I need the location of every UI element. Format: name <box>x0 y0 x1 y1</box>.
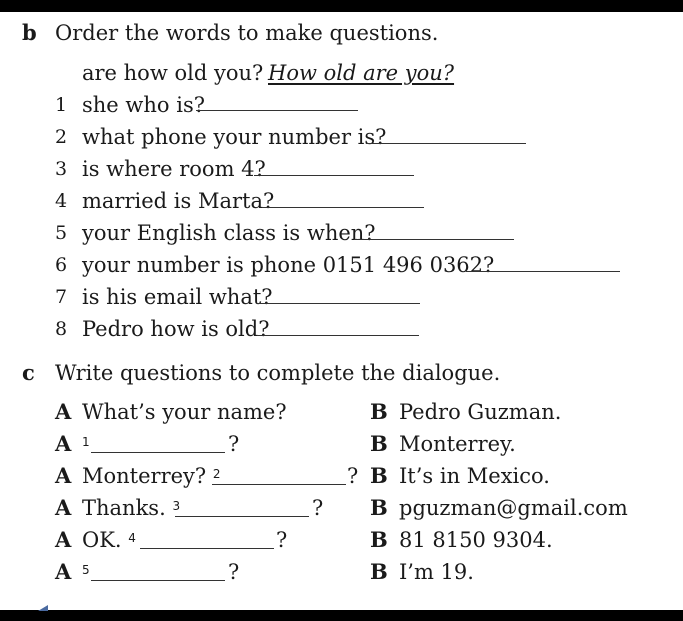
dialogue-a-words: Monterrey? <box>82 464 207 488</box>
speaker-a-label: A <box>55 431 72 456</box>
item-text: what phone your number is? <box>82 125 387 149</box>
section-c-letter: c <box>22 360 35 385</box>
dialogue-b-text: Pedro Guzman. <box>399 400 562 424</box>
section-b-letter: b <box>22 20 37 45</box>
speaker-b-label: B <box>370 527 388 552</box>
dialogue-a-text <box>82 464 221 488</box>
answer-blank[interactable] <box>175 516 309 517</box>
item-number: 6 <box>55 254 68 276</box>
item-number: 8 <box>55 318 68 340</box>
answer-blank[interactable] <box>254 175 414 176</box>
item-number: 4 <box>55 190 68 212</box>
example-answer: How old are you? <box>268 61 455 85</box>
speaker-a-label: A <box>55 559 72 584</box>
question-number: 1 <box>82 435 90 449</box>
section-c-heading: Write questions to complete the dialogue. <box>55 361 501 385</box>
answer-blank[interactable] <box>466 271 620 272</box>
speaker-b-label: B <box>370 399 388 424</box>
speaker-a-label: A <box>55 527 72 552</box>
item-text: your number is phone 0151 496 0362? <box>82 253 495 277</box>
dialogue-b-text: It’s in Mexico. <box>399 464 550 488</box>
dialogue-b-text: pguzman@gmail.com <box>399 496 628 520</box>
question-number: 5 <box>82 563 90 577</box>
question-mark: ? <box>276 528 288 552</box>
dialogue-b-text: I’m 19. <box>399 560 474 584</box>
item-text: is his email what? <box>82 285 273 309</box>
answer-blank[interactable] <box>140 548 274 549</box>
answer-blank[interactable] <box>212 484 346 485</box>
item-number: 3 <box>55 158 68 180</box>
question-number: 4 <box>128 531 136 545</box>
dialogue-a-words: Thanks. <box>82 496 166 520</box>
speaker-a-label: A <box>55 399 72 424</box>
answer-blank[interactable] <box>354 239 514 240</box>
answer-blank[interactable] <box>257 335 419 336</box>
dialogue-b-text: Monterrey. <box>399 432 516 456</box>
answer-blank[interactable] <box>91 580 225 581</box>
answer-blank[interactable] <box>91 452 225 453</box>
dialogue-a-text: What’s your name? <box>82 400 287 424</box>
speaker-b-label: B <box>370 463 388 488</box>
dialogue-a-number <box>82 432 90 456</box>
speaker-b-label: B <box>370 495 388 520</box>
speaker-b-label: B <box>370 431 388 456</box>
speaker-b-label: B <box>370 559 388 584</box>
item-text: Pedro how is old? <box>82 317 270 341</box>
item-number: 1 <box>55 94 68 116</box>
dialogue-b-text: 81 8150 9304. <box>399 528 553 552</box>
question-mark: ? <box>312 496 324 520</box>
item-number: 5 <box>55 222 68 244</box>
item-number: 2 <box>55 126 68 148</box>
dialogue-a-text <box>82 496 180 520</box>
section-b-heading: Order the words to make questions. <box>55 21 439 45</box>
speaker-a-label: A <box>55 463 72 488</box>
item-text: your English class is when? <box>82 221 376 245</box>
dialogue-a-number <box>82 560 90 584</box>
answer-blank[interactable] <box>196 110 358 111</box>
answer-blank[interactable] <box>262 207 424 208</box>
speaker-a-label: A <box>55 495 72 520</box>
dialogue-a-text <box>82 528 136 552</box>
answer-blank[interactable] <box>366 143 526 144</box>
answer-blank[interactable] <box>258 303 420 304</box>
question-number: 2 <box>212 467 221 481</box>
question-mark: ? <box>228 560 240 584</box>
item-text: is where room 4? <box>82 157 266 181</box>
page-corner-mark <box>38 603 108 613</box>
item-text: she who is? <box>82 93 205 117</box>
worksheet-page <box>0 12 683 610</box>
question-mark: ? <box>347 464 359 488</box>
question-number: 3 <box>172 499 181 513</box>
item-text: married is Marta? <box>82 189 275 213</box>
item-number: 7 <box>55 286 68 308</box>
question-mark: ? <box>228 432 240 456</box>
example-prompt: are how old you? <box>82 61 264 85</box>
dialogue-a-words: OK. <box>82 528 122 552</box>
